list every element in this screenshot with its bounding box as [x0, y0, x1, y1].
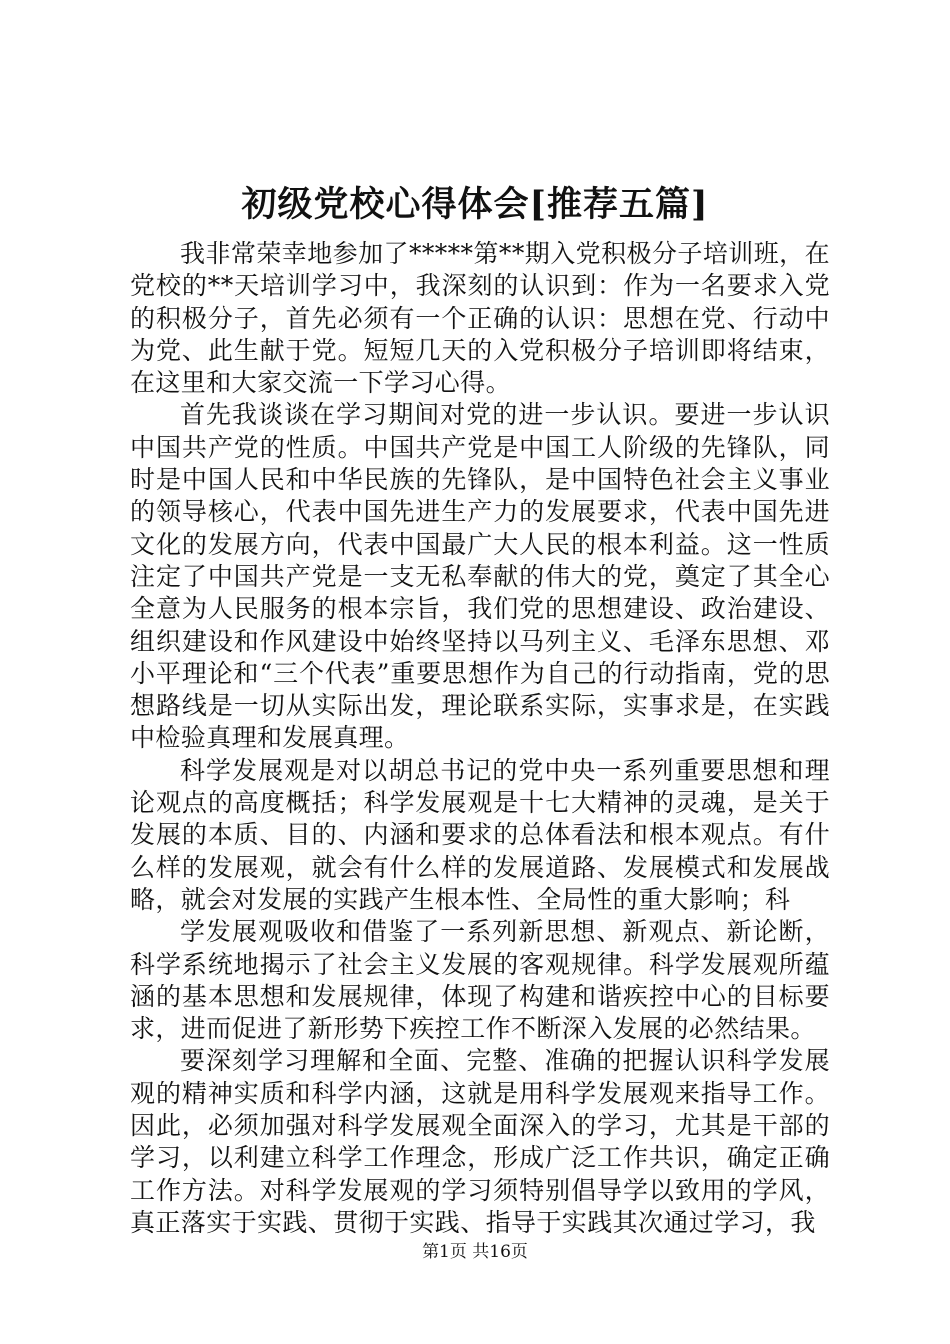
paragraph-1: 我非常荣幸地参加了*****第**期入党积极分子培训班，在党校的**天培训学习中，我深刻的认识到：作为一名要求入党的积极分子，首先必须有一个正确的认识：思想在党、行动中为党、此生献于党。短短几天的入党积极分子培训即将结束，在这里和大家交流一下学习心得。	[130, 239, 830, 398]
paragraph-5: 要深刻学习理解和全面、完整、准确的把握认识科学发展观的精神实质和科学内涵，这就是用科学发展观来指导工作。因此，必须加强对科学发展观全面深入的学习，尤其是干部的学习，以利建立科学工作理念，形成广泛工作共识，确定正确工作方法。对科学发展观的学习须特别倡导学以致用的学风，真正落实于实践、贯彻于实践、指导于实践其次通过学习，我	[130, 1046, 830, 1237]
document-body	[130, 238, 830, 1239]
paragraph-3: 科学发展观是对以胡总书记的党中央一系列重要思想和理论观点的高度概括；科学发展观是十七大精神的灵魂，是关于发展的本质、目的、内涵和要求的总体看法和根本观点。有什么样的发展观，就会有什么样的发展道路、发展模式和发展战略，就会对发展的实践产生根本性、全局性的重大影响；科	[130, 755, 830, 914]
document-title: 初级党校心得体会[推荐五篇]	[241, 184, 709, 225]
page-footer: 第1页 共16页	[422, 1242, 528, 1262]
paragraph-2: 首先我谈谈在学习期间对党的进一步认识。要进一步认识中国共产党的性质。中国共产党是中国工人阶级的先锋队，同时是中国人民和中华民族的先锋队，是中国特色社会主义事业的领导核心，代表中国先进生产力的发展要求，代表中国先进文化的发展方向，代表中国最广大人民的根本利益。这一性质注定了中国共产党是一支无私奉献的伟大的党，奠定了其全心全意为人民服务的根本宗旨，我们党的思想建设、政治建设、组织建设和作风建设中始终坚持以马列主义、毛泽东思想、邓小平理论和“三个代表”重要思想作为自己的行动指南，党的思想路线是一切从实际出发，理论联系实际，实事求是，在实践中检验真理和发展真理。	[130, 400, 830, 753]
paragraph-4: 学发展观吸收和借鉴了一系列新思想、新观点、新论断，科学系统地揭示了社会主义发展的客观规律。科学发展观所蕴涵的基本思想和发展规律，体现了构建和谐疾控中心的目标要求，进而促进了新形势下疾控工作不断深入发展的必然结果。	[130, 917, 830, 1044]
